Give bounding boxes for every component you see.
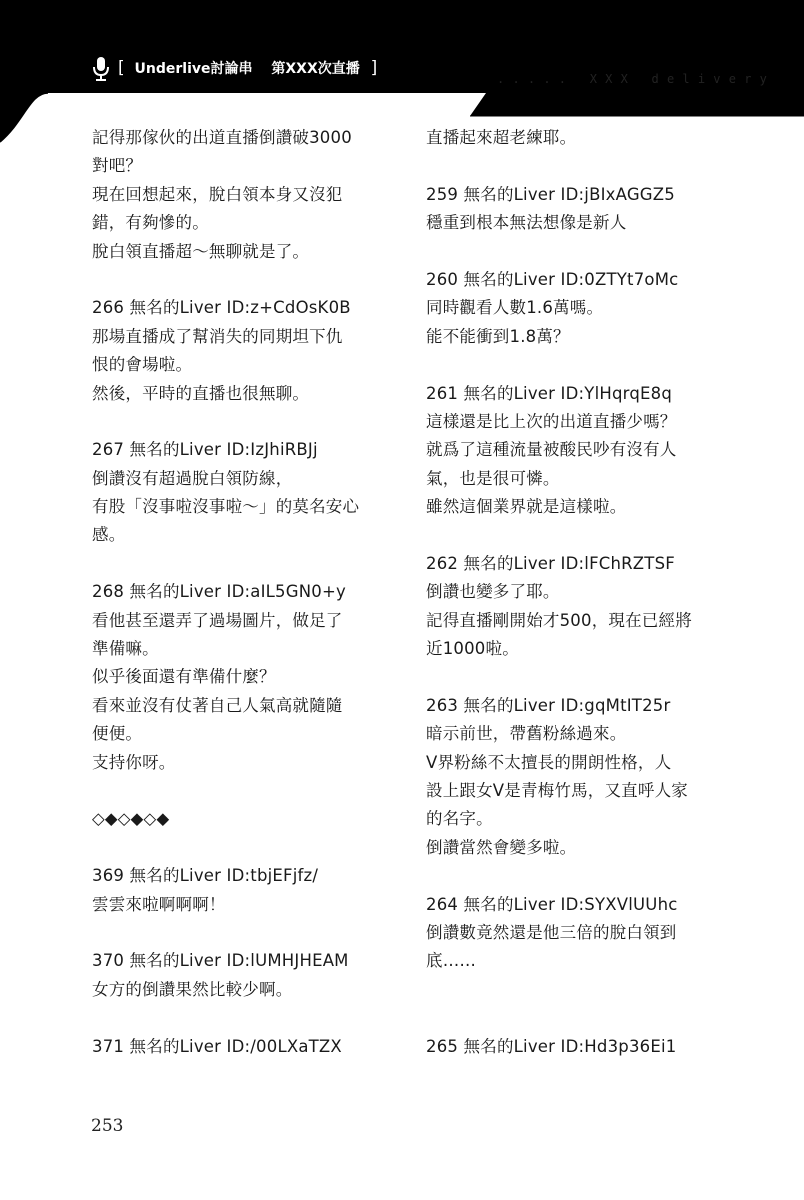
paragraph-gap: [426, 862, 726, 890]
text-line: 369 無名的Liver ID:tbjEFjfz/: [92, 866, 319, 886]
text-line: V界粉絲不太擅長的開朗性格，人: [426, 752, 672, 772]
paragraph-gap: [92, 919, 392, 947]
text-line: 雖然這個業界就是這樣啦。: [426, 497, 627, 517]
paragraph-gap: [92, 834, 392, 862]
text-line: 穩重到根本無法想像是新人: [426, 213, 627, 233]
text-line: 的名字。: [426, 809, 493, 829]
paragraph-gap: [426, 1004, 726, 1032]
paragraph-gap: [426, 152, 726, 180]
text-line: 脫白領直播超～無聊就是了。: [92, 241, 310, 261]
text-line: 然後，平時的直播也很無聊。: [92, 383, 310, 403]
header-title: [118, 56, 377, 80]
episode-name: 第XXX次直播: [271, 61, 360, 77]
text-line: 對吧？: [92, 156, 143, 176]
text-line: 這樣還是比上次的出道直播少嗎？: [426, 411, 677, 431]
text-line: 262 無名的Liver ID:lFChRZTSF: [426, 553, 675, 573]
paragraph-gap: [92, 550, 392, 578]
paragraph-gap: [92, 266, 392, 294]
text-line: 看他甚至還弄了過場圖片，做足了: [92, 610, 343, 630]
text-line: 就爲了這種流量被酸民吵有沒有人: [426, 440, 677, 460]
paragraph-gap: [92, 1004, 392, 1032]
text-line: 女方的倒讚果然比較少啊。: [92, 979, 293, 999]
text-line: 近1000啦。: [426, 639, 519, 659]
text-line: 感。: [92, 525, 126, 545]
text-line: 能不能衝到1.8萬？: [426, 326, 570, 346]
text-line: 倒讚當然會變多啦。: [426, 837, 577, 857]
text-line: 260 無名的Liver ID:0ZTYt7oMc: [426, 269, 679, 289]
bracket-open: [: [118, 58, 125, 78]
text-line: 恨的會場啦。: [92, 355, 193, 375]
text-line: 那場直播成了幫消失的同期坦下仇: [92, 326, 343, 346]
text-line: 現在回想起來，脫白領本身又沒犯: [92, 184, 343, 204]
text-line: 直播起來超老練耶。: [426, 128, 577, 147]
text-line: 雲雲來啦啊啊啊！: [92, 894, 226, 914]
text-line: ◇◆◇◆◇◆: [92, 809, 170, 829]
paragraph-gap: [426, 521, 726, 549]
text-line: 267 無名的Liver ID:IzJhiRBJj: [92, 440, 318, 460]
text-line: 氣，也是很可憐。: [426, 468, 560, 488]
text-line: 設上跟女V是青梅竹馬，又直呼人家: [426, 780, 688, 800]
paragraph-gap: [426, 351, 726, 379]
text-line: 有股「沒事啦沒事啦～」的莫名安心: [92, 497, 360, 517]
text-line: 261 無名的Liver ID:YlHqrqE8q: [426, 383, 672, 403]
text-line: 便便。: [92, 724, 143, 744]
bracket-close: ]: [370, 58, 378, 78]
text-line: 263 無名的Liver ID:gqMtIT25r: [426, 695, 671, 715]
text-line: 看來並沒有仗著自己人氣高就隨隨: [92, 695, 343, 715]
text-line: 準備嘛。: [92, 639, 159, 659]
left-column: [92, 124, 392, 1061]
right-column: [426, 124, 726, 1061]
text-line: 371 無名的Liver ID:/00LXaTZX: [92, 1036, 342, 1056]
delivery-tagline: . . . . . X X X d e l i v e r y: [497, 72, 768, 86]
text-line: 268 無名的Liver ID:aIL5GN0+y: [92, 582, 346, 602]
text-line: 259 無名的Liver ID:jBIxAGGZ5: [426, 184, 675, 204]
paragraph-gap: [426, 976, 726, 1004]
text-line: 倒讚沒有超過脫白領防線，: [92, 468, 293, 488]
paragraph-gap: [426, 663, 726, 691]
page-number: 253: [91, 1116, 124, 1136]
text-line: 倒讚數竟然還是他三倍的脫白領到: [426, 922, 677, 942]
text-line: 266 無名的Liver ID:z+CdOsK0B: [92, 298, 351, 318]
paragraph-gap: [426, 238, 726, 266]
text-line: 同時觀看人數1.6萬嗎。: [426, 298, 604, 318]
text-line: 錯，有夠慘的。: [92, 213, 209, 233]
text-line: 記得直播剛開始才500，現在已經將: [426, 610, 692, 630]
paragraph-gap: [92, 408, 392, 436]
text-line: 倒讚也變多了耶。: [426, 582, 560, 602]
text-line: 265 無名的Liver ID:Hd3p36Ei1: [426, 1036, 677, 1056]
text-line: 似乎後面還有準備什麼？: [92, 667, 276, 687]
text-line: 支持你呀。: [92, 752, 176, 772]
text-line: 370 無名的Liver ID:lUMHJHEAM: [92, 951, 349, 971]
text-line: 264 無名的Liver ID:SYXVlUUhc: [426, 894, 678, 914]
text-line: 記得那傢伙的出道直播倒讚破3000: [92, 128, 352, 147]
text-line: 底……: [426, 951, 477, 971]
series-name: Underlive討論串: [134, 61, 253, 77]
microphone-icon: [92, 56, 110, 82]
text-line: 暗示前世，帶舊粉絲過來。: [426, 724, 627, 744]
paragraph-gap: [92, 777, 392, 805]
